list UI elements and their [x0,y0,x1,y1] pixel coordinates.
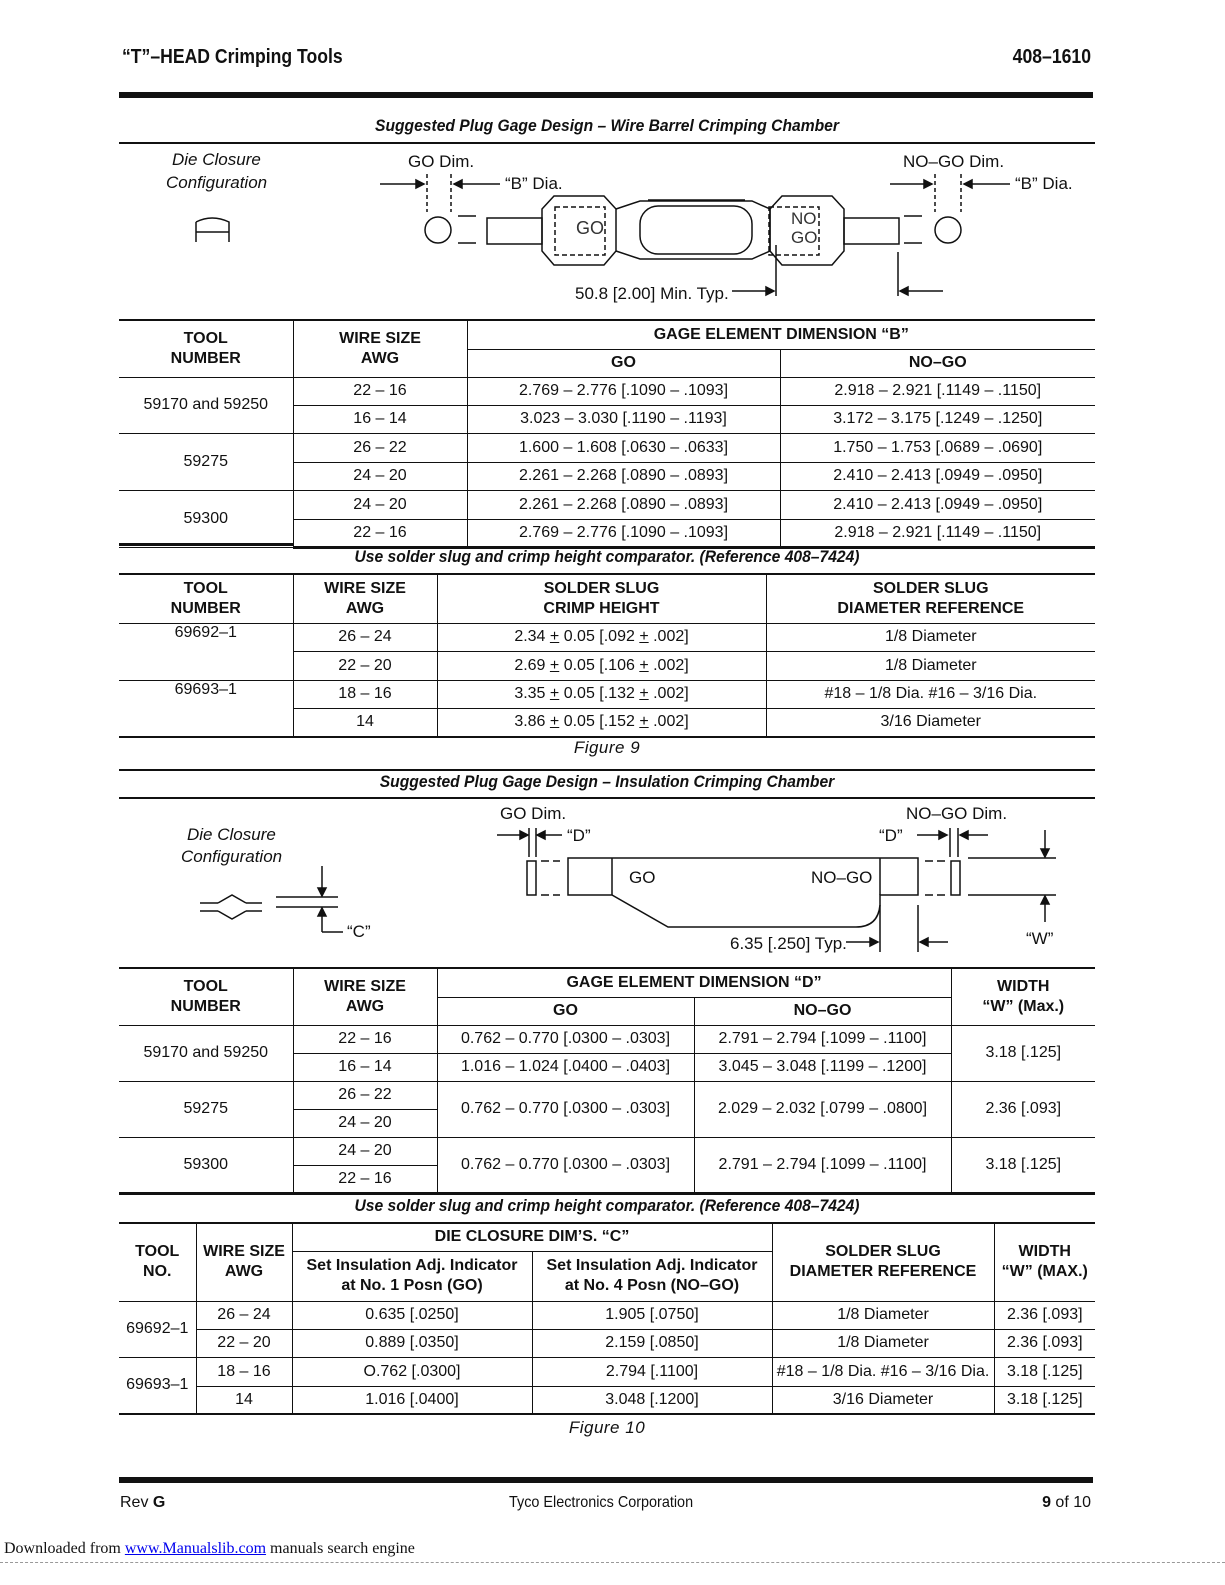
fig10-gage-table [119,967,1095,1195]
fig9-nogo-label-top: NO [791,209,817,228]
figure-9-label: Figure 9 [573,738,641,757]
table-row: 59170 and 59250 22 – 16 0.762 – 0.770 [.0300 – .0303] 2.791 – 2.794 [.1099 – .1100] 3.18 [.125] [119,1025,1095,1053]
table-row: 22 – 16 2.769 – 2.776 [.1090 – .1093] 2.918 – 2.921 [.1149 – .1150] [119,519,1095,547]
fig10-c-label: “C” [347,922,371,941]
fig10-go-dim-label: GO Dim. [500,804,567,823]
fig10-d-left: “D” [567,826,591,845]
table-row: 59300 24 – 20 0.762 – 0.770 [.0300 – .0303] 2.791 – 2.794 [.1099 – .1100] 3.18 [.125] [119,1137,1095,1165]
col-width-w: WIDTH “W” (MAX.) [994,1223,1095,1301]
table-row: 24 – 20 2.261 – 2.268 [.0890 – .0893] 2.410 – 2.413 [.0949 – .0950] [119,462,1095,490]
fig9-caption: Suggested Plug Gage Design – Wire Barrel Crimping Chamber [375,116,839,135]
page-bottom-edge [0,1562,1225,1563]
col-gage-element-b: GAGE ELEMENT DIMENSION “B” [467,320,1095,349]
col-gage-element-d: GAGE ELEMENT DIMENSION “D” [437,968,951,997]
manualslib-link[interactable]: www.Manualslib.com [124,1540,267,1557]
table-row: 59275 26 – 22 0.762 – 0.770 [.0300 – .0303] 2.029 – 2.032 [.0799 – .0800] 2.36 [.093] [119,1081,1095,1109]
fig10-die-closure-line1: Die Closure [187,825,276,844]
table-row: 22 – 16 [119,1165,1095,1193]
fig9-go-dim-label: GO Dim. [408,152,475,171]
fig10-die-closure-line2: Configuration [181,847,283,866]
footer-rule [119,1477,1093,1483]
table-row: 24 – 20 [119,1109,1095,1137]
table-row: 69692–1 26 – 24 2.34 + 0.05 [.092 + .002] 1/8 Diameter [119,623,1095,651]
table-row: 69693–1 18 – 16 3.35 + 0.05 [.132 + .002] #18 – 1/8 Dia. #16 – 3/16 Dia. [119,680,1095,708]
footer-company: Tyco Electronics Corporation [509,1494,694,1511]
table-row: 16 – 14 1.016 – 1.024 [.0400 – .0403] 3.045 – 3.048 [.1199 – .1200] [119,1053,1095,1081]
fig9-die-closure-line2: Configuration [166,173,268,192]
fig10-nogo-label: NO–GO [811,868,873,887]
doc-title: “T”–HEAD Crimping Tools [122,46,343,68]
col-nogo: NO–GO [694,997,951,1025]
col-diameter-reference: SOLDER SLUG DIAMETER REFERENCE [766,574,1095,623]
col-tool-number: TOOL NUMBER [119,968,293,1025]
col-wire-size: WIRE SIZE AWG [293,574,437,623]
fig10-d-right: “D” [879,826,903,845]
table-row: 16 – 14 3.023 – 3.030 [.1190 – .1193] 3.172 – 3.175 [.1249 – .1250] [119,405,1095,433]
fig10-w-label: “W” [1026,929,1054,948]
col-wire-size: WIRE SIZE AWG [293,968,437,1025]
fig9-b-dia-left: “B” Dia. [505,174,563,193]
fig10-die-closure-table [119,1222,1095,1415]
fig9-nogo-label-bottom: GO [791,228,818,247]
col-tool-no: TOOL NO. [119,1223,196,1301]
table-row: 59300 24 – 20 2.261 – 2.268 [.0890 – .0893] 2.410 – 2.413 [.0949 – .0950] [119,490,1095,519]
col-go: GO [437,997,694,1025]
table-row: 22 – 20 2.69 + 0.05 [.106 + .002] 1/8 Diameter [119,651,1095,680]
table-row: 69693–1 18 – 16 O.762 [.0300] 2.794 [.1100] #18 – 1/8 Dia. #16 – 3/16 Dia. 3.18 [.125] [119,1357,1095,1386]
col-nogo: NO–GO [780,349,1095,377]
col-crimp-height: SOLDER SLUG CRIMP HEIGHT [437,574,766,623]
figure-10-label: Figure 10 [568,1418,646,1437]
table-row: 14 1.016 [.0400] 3.048 [.1200] 3/16 Diameter 3.18 [.125] [119,1386,1095,1414]
download-notice: Downloaded from www.Manualslib.com manuals search engine [4,1540,415,1557]
col-die-closure-c: DIE CLOSURE DIM’S. “C” [292,1223,772,1251]
fig9-note: Use solder slug and crimp height comparator. (Reference 408–7424) [354,547,860,566]
fig9-min-typ-label: 50.8 [2.00] Min. Typ. [575,284,729,303]
col-tool-number: TOOL NUMBER [119,574,293,623]
col-wire-size: WIRE SIZE AWG [196,1223,292,1301]
fig10-caption: Suggested Plug Gage Design – Insulation Crimping Chamber [379,772,835,791]
fig10-nogo-dim-label: NO–GO Dim. [906,804,1008,823]
table-row: 59170 and 59250 22 – 16 2.769 – 2.776 [.1090 – .1093] 2.918 – 2.921 [.1149 – .1150] [119,377,1095,405]
table-row: 14 3.86 + 0.05 [.152 + .002] 3/16 Diameter [119,708,1095,737]
fig9-die-closure-line1: Die Closure [172,150,261,169]
col-diameter-reference: SOLDER SLUG DIAMETER REFERENCE [772,1223,994,1301]
table-row: 22 – 20 0.889 [.0350] 2.159 [.0850] 1/8 Diameter 2.36 [.093] [119,1329,1095,1357]
doc-number: 408–1610 [1012,46,1091,68]
col-wire-size: WIRE SIZE AWG [293,320,467,377]
fig9-nogo-dim-label: NO–GO Dim. [903,152,1005,171]
col-tool-number: TOOL NUMBER [119,320,293,377]
footer-rev: Rev G [120,1494,166,1511]
col-set-posn-4: Set Insulation Adj. Indicator at No. 4 Posn (NO–GO) [532,1251,772,1301]
fig10-note: Use solder slug and crimp height comparator. (Reference 408–7424) [354,1196,860,1215]
fig9-b-dia-right: “B” Dia. [1015,174,1073,193]
fig10-typ-label: 6.35 [.250] Typ. [730,934,847,953]
footer-page: 9 of 10 [1042,1494,1091,1511]
col-set-posn-1: Set Insulation Adj. Indicator at No. 1 Posn (GO) [292,1251,532,1301]
fig9-go-label: GO [576,218,605,238]
col-width-w: WIDTH “W” (Max.) [951,968,1095,1025]
col-go: GO [467,349,780,377]
table-row: 59275 26 – 22 1.600 – 1.608 [.0630 – .0633] 1.750 – 1.753 [.0689 – .0690] [119,433,1095,462]
fig10-go-label: GO [629,868,656,887]
table-row: 69692–1 26 – 24 0.635 [.0250] 1.905 [.0750] 1/8 Diameter 2.36 [.093] [119,1301,1095,1329]
